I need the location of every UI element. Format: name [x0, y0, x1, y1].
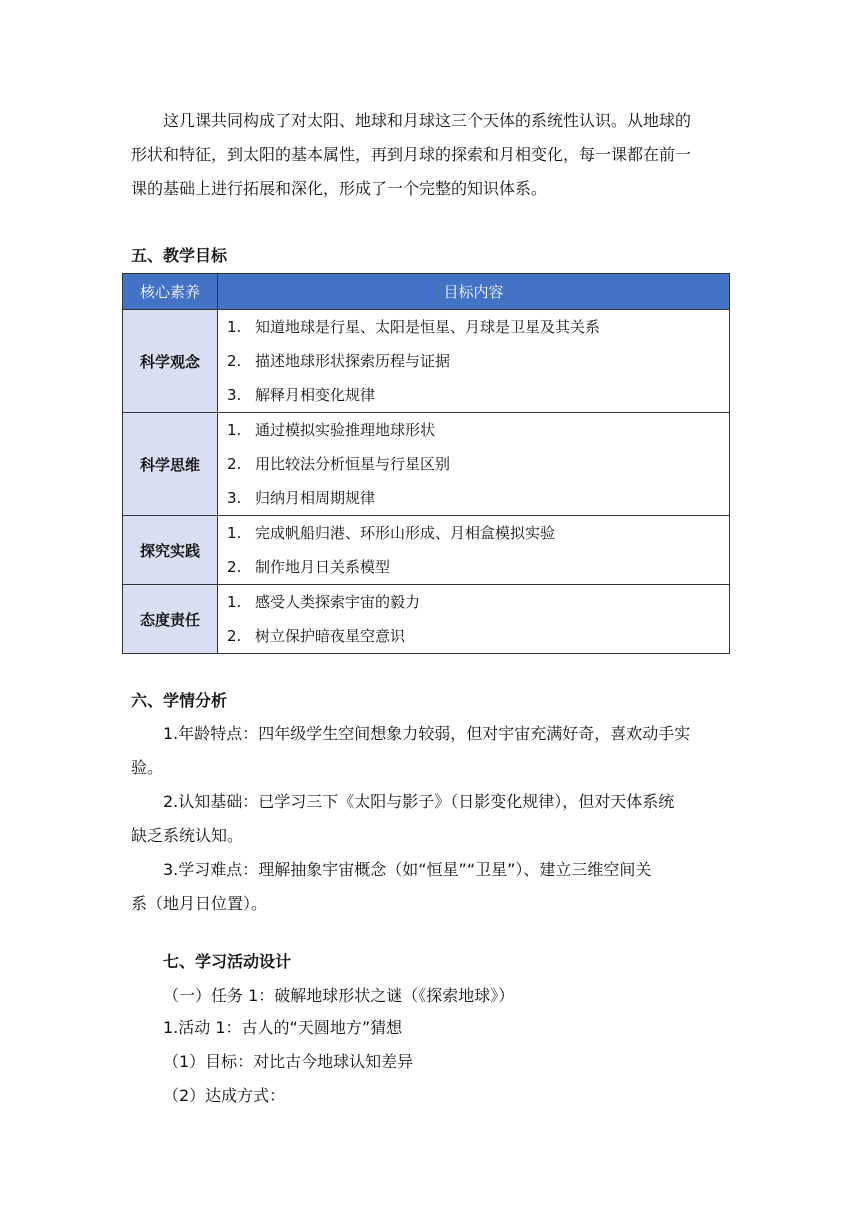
analysis-point-1-cont: 验。 [131, 758, 164, 777]
section-5-title: 五、教学目标 [131, 246, 228, 265]
category-cell: 科学思维 [123, 413, 218, 516]
table-header-row [123, 274, 730, 310]
analysis-point-3-cont: 系（地月日位置）。 [131, 894, 268, 913]
list-item: 3. 归纳月相周期规律 [227, 489, 376, 507]
intro-line-3: 课的基础上进行拓展和深化，形成了一个完整的知识体系。 [131, 179, 548, 198]
analysis-point-1: 1.年龄特点：四年级学生空间想象力较弱，但对宇宙充满好奇，喜欢动手实 [163, 724, 691, 743]
items-cell [218, 310, 730, 413]
list-item: 2. 制作地月日关系模型 [227, 558, 391, 576]
table-row [123, 413, 730, 516]
list-item: 1. 通过模拟实验推理地球形状 [227, 421, 436, 439]
section-7-title: 七、学习活动设计 [163, 952, 292, 971]
table-row [123, 585, 730, 654]
intro-line-2: 形状和特征，到太阳的基本属性，再到月球的探索和月相变化，每一课都在前一 [131, 145, 692, 164]
category-cell: 探究实践 [123, 516, 218, 585]
list-item: 2. 树立保护暗夜星空意识 [227, 627, 406, 645]
header-core-literacy: 核心素养 [123, 274, 218, 310]
activity-goal: （1）目标：对比古今地球认知差异 [163, 1052, 414, 1071]
section-6-title: 六、学情分析 [131, 691, 228, 710]
list-item: 1. 知道地球是行星、太阳是恒星、月球是卫星及其关系 [227, 318, 601, 336]
teaching-goals-table [122, 273, 730, 654]
items-cell [218, 413, 730, 516]
table-row [123, 516, 730, 585]
list-item: 1. 完成帆船归港、环形山形成、月相盒模拟实验 [227, 524, 556, 542]
table-row [123, 310, 730, 413]
activity-1: 1.活动 1：古人的“天圆地方”猜想 [163, 1018, 403, 1037]
task-1: （一）任务 1：破解地球形状之谜（《探索地球》） [163, 986, 515, 1005]
list-item: 2. 用比较法分析恒星与行星区别 [227, 455, 451, 473]
intro-line-1: 这几课共同构成了对太阳、地球和月球这三个天体的系统性认识。从地球的 [163, 111, 692, 130]
category-cell: 科学观念 [123, 310, 218, 413]
list-item: 2. 描述地球形状探索历程与证据 [227, 352, 451, 370]
analysis-point-3: 3.学习难点：理解抽象宇宙概念（如“恒星”“卫星”）、建立三维空间关 [163, 860, 652, 879]
list-item: 1. 感受人类探索宇宙的毅力 [227, 593, 421, 611]
category-cell: 态度责任 [123, 585, 218, 654]
list-item: 3. 解释月相变化规律 [227, 386, 376, 404]
header-goal-content: 目标内容 [218, 274, 730, 310]
analysis-point-2-cont: 缺乏系统认知。 [131, 826, 244, 845]
activity-method: （2）达成方式： [163, 1086, 286, 1105]
items-cell [218, 516, 730, 585]
items-cell [218, 585, 730, 654]
analysis-point-2: 2.认知基础：已学习三下《太阳与影子》（日影变化规律），但对天体系统 [163, 792, 675, 811]
